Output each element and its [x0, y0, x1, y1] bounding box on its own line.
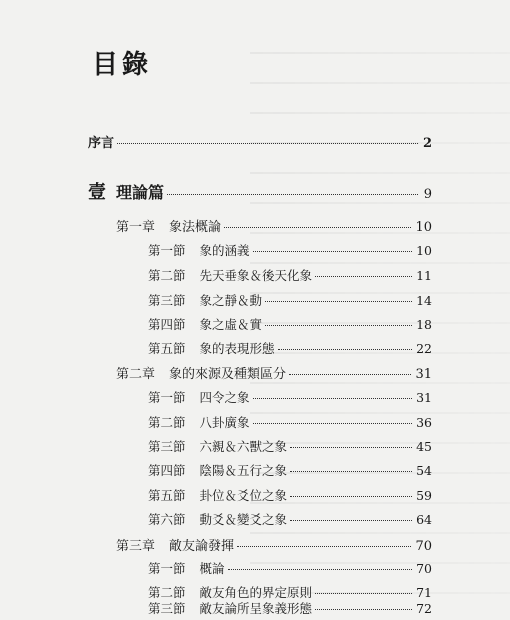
toc-page-number: 31	[416, 390, 432, 405]
toc-label: 四令之象	[199, 390, 250, 405]
dot-leader	[228, 569, 413, 570]
toc-entry-chapter[interactable]	[116, 216, 432, 235]
toc-entry-chapter[interactable]	[116, 363, 432, 382]
toc-entry-section[interactable]	[148, 486, 432, 504]
dot-leader	[290, 447, 412, 448]
toc-page-number: 10	[415, 220, 432, 235]
toc-label: 卦位＆爻位之象	[199, 488, 288, 503]
toc-page-number: 70	[416, 561, 432, 576]
toc-page-number: 22	[416, 341, 432, 356]
section-number: 第三節	[148, 293, 186, 308]
dot-leader	[224, 227, 411, 228]
toc-entry-section[interactable]	[148, 413, 432, 431]
toc-label: 象法概論	[169, 220, 222, 235]
toc-entry-section[interactable]	[148, 291, 432, 309]
toc-page-number: 14	[416, 293, 432, 308]
toc-label: 動爻＆變爻之象	[199, 512, 288, 527]
toc-entry-section[interactable]	[148, 510, 432, 528]
page-title: 目錄	[92, 50, 153, 80]
toc-label: 象的涵義	[199, 243, 250, 258]
section-number: 第二節	[148, 415, 186, 430]
toc-entry-section[interactable]	[148, 339, 432, 357]
section-number: 第一節	[148, 243, 186, 258]
toc-entry-section[interactable]	[148, 461, 432, 479]
toc-page-number: 10	[416, 243, 432, 258]
section-number: 第三節	[148, 439, 186, 454]
toc-page-number: 72	[416, 601, 432, 616]
section-number: 第二節	[148, 585, 186, 600]
dot-leader	[237, 546, 411, 547]
section-number: 第二節	[148, 268, 186, 283]
toc-page-number: 2	[422, 136, 432, 151]
dot-leader	[315, 593, 412, 594]
toc-page-number: 71	[416, 585, 432, 600]
dot-leader	[290, 520, 412, 521]
section-number: 第四節	[148, 317, 186, 332]
toc-label: 象之靜＆動	[199, 293, 263, 308]
toc-page-number: 36	[416, 415, 432, 430]
toc-label: 先天垂象＆後天化象	[199, 268, 313, 283]
toc-page-number: 59	[416, 488, 432, 503]
dot-leader	[315, 609, 412, 610]
dot-leader	[253, 423, 413, 424]
section-number: 第五節	[148, 341, 186, 356]
toc-page-number: 64	[416, 512, 432, 527]
chapter-number: 第三章	[116, 539, 156, 554]
toc-page-number: 9	[423, 187, 432, 202]
toc-entry-section[interactable]	[148, 241, 432, 259]
dot-leader	[290, 496, 412, 497]
dot-leader	[265, 301, 412, 302]
section-number: 第六節	[148, 512, 186, 527]
toc-page-number: 70	[415, 539, 432, 554]
dot-leader	[253, 398, 413, 399]
toc-page-number: 54	[416, 463, 432, 478]
toc-label: 概論	[199, 561, 225, 576]
section-number: 第五節	[148, 488, 186, 503]
chapter-number: 第二章	[116, 367, 156, 382]
toc-label: 六親＆六獸之象	[199, 439, 288, 454]
dot-leader	[117, 143, 418, 144]
toc-label: 敵友論發揮	[169, 539, 235, 554]
toc-entry-section[interactable]	[148, 266, 432, 284]
toc-label: 陰陽＆五行之象	[199, 463, 288, 478]
toc-label: 象之虛＆實	[199, 317, 263, 332]
dot-leader	[167, 194, 418, 195]
dot-leader	[265, 325, 412, 326]
toc-page-number: 45	[416, 439, 432, 454]
dot-leader	[289, 374, 411, 375]
toc-label: 序言	[88, 136, 115, 151]
dot-leader	[290, 471, 412, 472]
toc-page-number: 18	[416, 317, 432, 332]
toc-label: 象的表現形態	[199, 341, 275, 356]
toc-entry-chapter[interactable]	[116, 535, 432, 554]
toc-entry-section[interactable]	[148, 437, 432, 455]
toc-entry-part[interactable]	[88, 178, 432, 204]
section-number: 第四節	[148, 463, 186, 478]
part-number: 壹	[88, 182, 106, 203]
toc-label: 敵友角色的界定原則	[199, 585, 313, 600]
toc-entry-preface[interactable]	[88, 132, 432, 151]
toc-page-number: 11	[416, 268, 432, 283]
toc-label: 象的來源及種類區分	[169, 367, 287, 382]
dot-leader	[278, 349, 413, 350]
toc-page-number: 31	[415, 367, 432, 382]
toc-label: 敵友論所呈象義形態	[199, 601, 313, 616]
section-number: 第一節	[148, 561, 186, 576]
toc-entry-section[interactable]	[148, 559, 432, 577]
chapter-number: 第一章	[116, 220, 156, 235]
toc-entry-section[interactable]	[148, 388, 432, 406]
toc-label: 理論篇	[116, 183, 165, 202]
section-number: 第三節	[148, 601, 186, 616]
dot-leader	[253, 251, 413, 252]
dot-leader	[315, 276, 412, 277]
toc-entry-section[interactable]	[148, 315, 432, 333]
toc-entry-section[interactable]	[148, 599, 432, 617]
toc-label: 八卦廣象	[199, 415, 250, 430]
section-number: 第一節	[148, 390, 186, 405]
